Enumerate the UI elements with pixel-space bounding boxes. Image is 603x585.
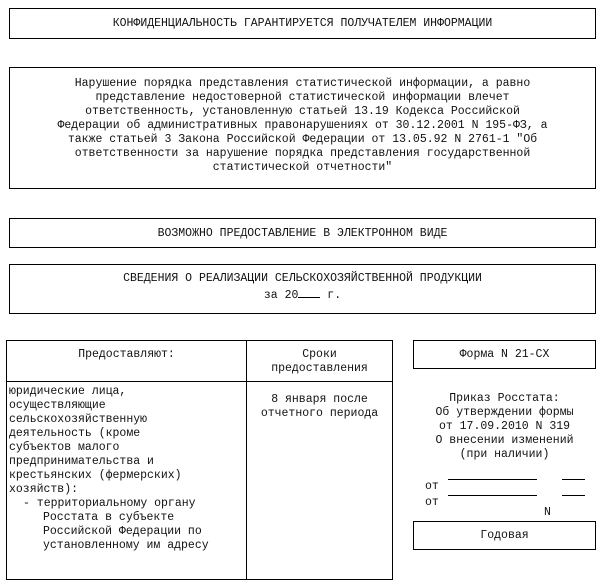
order-line: (при наличии) — [459, 448, 550, 461]
liability-warning-box — [9, 67, 596, 189]
submitters-line: хозяйств): — [9, 483, 79, 496]
year-prefix: за 20 — [263, 289, 299, 302]
liability-warning-text — [10, 77, 595, 175]
reporting-year-line — [10, 286, 595, 303]
warning-line: ответственности за нарушение порядка представления государственной — [74, 147, 531, 160]
order-info — [413, 384, 596, 519]
submitters-line: предпринимательства и — [9, 455, 154, 468]
header-submitters: Предоставляют: — [78, 348, 175, 361]
electronic-submission-box — [9, 218, 596, 248]
order-line: Об утверждении формы — [435, 406, 574, 419]
recipient-line: Росстата в субъекте — [43, 511, 175, 524]
submitters-line: сельскохозяйственную — [9, 413, 148, 426]
amendment-date-label: от — [425, 496, 439, 509]
amendment-row — [413, 467, 596, 519]
order-line: О внесении изменений — [435, 434, 574, 447]
recipient-line: установленному им адресу — [43, 539, 209, 552]
deadline-line: отчетного периода — [260, 407, 379, 420]
form-number: Форма N 21-СХ — [459, 348, 550, 361]
header-deadlines — [247, 348, 392, 376]
recipient-line: - территориальному органу — [23, 497, 196, 510]
year-blank-field[interactable] — [298, 286, 320, 298]
warning-line: ответственность, установленную статьей 13.19 Кодекса Российской — [85, 105, 520, 118]
amendment-number-label: N — [544, 506, 551, 519]
form-title-box — [9, 264, 596, 314]
deadline-cell — [247, 393, 392, 421]
amendment-number-field[interactable] — [562, 479, 585, 480]
periodicity-box — [413, 521, 596, 550]
year-suffix: г. — [327, 289, 342, 302]
recipient-line: Российской Федерации по — [43, 525, 202, 538]
submitters-table — [6, 340, 393, 580]
submitters-line: осуществляющие — [9, 399, 106, 412]
warning-line: также статьей 3 Закона Российской Федерации от 13.05.92 N 2761-1 "Об — [67, 133, 538, 146]
confidentiality-box — [9, 8, 596, 39]
deadline-line: 8 января после — [271, 393, 368, 406]
header-deadlines-line: Сроки — [302, 348, 337, 361]
amendment-number-field[interactable] — [562, 495, 585, 496]
table-column-divider — [246, 341, 247, 579]
submitters-line: юридические лица, — [9, 385, 127, 398]
amendment-date-field[interactable] — [448, 479, 537, 480]
periodicity: Годовая — [480, 529, 529, 542]
submitters-line: деятельность (кроме — [9, 427, 141, 440]
submitters-line: субъектов малого — [9, 441, 120, 454]
submitters-cell — [9, 385, 245, 553]
warning-line: статистической отчетности" — [212, 161, 393, 174]
warning-line: Федерации об административных правонарушениях от 30.12.2001 N 195-ФЗ, а — [57, 119, 548, 132]
order-line: от 17.09.2010 N 319 — [438, 420, 571, 433]
amendment-row — [413, 483, 596, 509]
form-title: СВЕДЕНИЯ О РЕАЛИЗАЦИИ СЕЛЬСКОХОЗЯЙСТВЕННОЙ ПРОДУКЦИИ — [123, 272, 482, 285]
form-number-box — [413, 340, 596, 369]
order-line: Приказ Росстата: — [449, 392, 560, 405]
confidentiality-text: КОНФИДЕНЦИАЛЬНОСТЬ ГАРАНТИРУЕТСЯ ПОЛУЧАТЕЛЕМ ИНФОРМАЦИИ — [112, 17, 493, 30]
warning-line: представление недостоверной статистической информации влечет — [95, 91, 510, 104]
table-header-divider — [7, 381, 392, 382]
electronic-submission-text: ВОЗМОЖНО ПРЕДОСТАВЛЕНИЕ В ЭЛЕКТРОННОМ ВИДЕ — [157, 227, 448, 240]
warning-line: Нарушение порядка представления статистической информации, а равно — [74, 77, 531, 90]
amendment-date-field[interactable] — [448, 495, 537, 496]
amendment-date-label: от — [425, 480, 439, 493]
header-deadlines-line: предоставления — [271, 362, 368, 375]
submitters-line: крестьянских (фермерских) — [9, 469, 182, 482]
